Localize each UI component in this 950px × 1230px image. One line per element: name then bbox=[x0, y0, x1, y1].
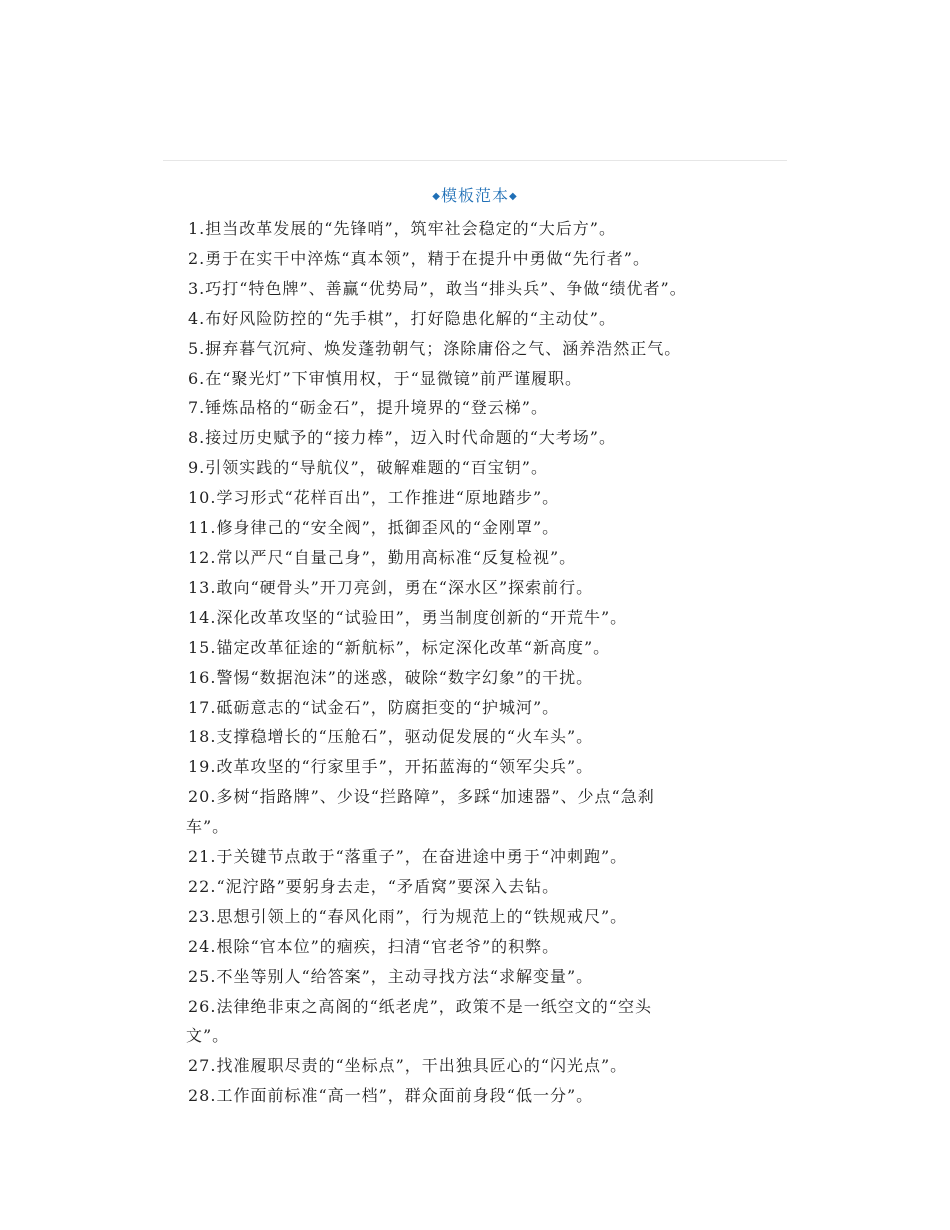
list-item-text: 9.引领实践的“导航仪”，破解难题的“百宝钥”。 bbox=[188, 458, 548, 478]
list-item-text: 22.“泥泞路”要躬身去走，“矛盾窝”要深入去钻。 bbox=[188, 876, 560, 896]
list-item-text: 8.接过历史赋予的“接力棒”，迈入时代命题的“大考场”。 bbox=[188, 428, 616, 448]
list-item bbox=[188, 693, 748, 723]
list-item-text: 15.锚定改革征途的“新航标”，标定深化改革“新高度”。 bbox=[188, 637, 611, 657]
list-item bbox=[188, 483, 748, 513]
list-item-text: 16.警惕“数据泡沫”的迷惑，破除“数字幻象”的干扰。 bbox=[188, 667, 594, 687]
list-item bbox=[188, 1081, 748, 1111]
list-item bbox=[188, 603, 748, 633]
list-item bbox=[188, 1051, 748, 1081]
list-item-text: 25.不坐等别人“给答案”，主动寻找方法“求解变量”。 bbox=[188, 966, 594, 986]
list-item-text: 24.根除“官本位”的痼疾，扫清“官老爷”的积弊。 bbox=[188, 936, 560, 956]
list-item-text: 21.于关键节点敢于“落重子”，在奋进途中勇于“冲刺跑”。 bbox=[188, 847, 628, 867]
list-item-text: 3.巧打“特色牌”、善赢“优势局”，敢当“排头兵”、争做“绩优者”。 bbox=[188, 278, 687, 298]
list-item bbox=[188, 962, 748, 992]
list-item bbox=[188, 423, 748, 453]
list-item-continuation: 文”。 bbox=[186, 1026, 230, 1046]
list-item bbox=[188, 573, 748, 603]
list-item bbox=[188, 274, 748, 304]
list-item bbox=[188, 663, 748, 693]
list-item-text: 4.布好风险防控的“先手棋”，打好隐患化解的“主动仗”。 bbox=[188, 308, 616, 328]
top-divider bbox=[163, 160, 787, 161]
heading-text: 模板范本 bbox=[440, 186, 509, 205]
list-item bbox=[188, 932, 748, 962]
list-item-text: 14.深化改革攻坚的“试验田”，勇当制度创新的“开荒牛”。 bbox=[188, 607, 628, 627]
list-item-text: 5.摒弃暮气沉疴、焕发蓬勃朝气；涤除庸俗之气、涵养浩然正气。 bbox=[188, 338, 682, 358]
list-item-text: 13.敢向“硬骨头”开刀亮剑，勇在“深水区”探索前行。 bbox=[188, 577, 594, 597]
list-item-continuation: 车”。 bbox=[186, 817, 230, 837]
list-item bbox=[188, 633, 748, 663]
list-item bbox=[188, 244, 748, 274]
list-item-text: 20.多树“指路牌”、少设“拦路障”，多踩“加速器”、少点“急刹 bbox=[188, 787, 655, 807]
list-item-text: 19.改革攻坚的“行家里手”，开拓蓝海的“领军尖兵”。 bbox=[188, 757, 594, 777]
list-item bbox=[188, 334, 748, 364]
list-item-text: 2.勇于在实干中淬炼“真本领”，精于在提升中勇做“先行者”。 bbox=[188, 248, 650, 268]
list-item-text: 26.法律绝非束之高阁的“纸老虎”，政策不是一纸空文的“空头 bbox=[188, 996, 652, 1016]
list-item-text: 23.思想引领上的“春风化雨”，行为规范上的“铁规戒尺”。 bbox=[188, 906, 628, 926]
list-item bbox=[188, 513, 748, 543]
diamond-icon-right: ◆ bbox=[509, 191, 518, 202]
section-heading bbox=[163, 184, 787, 209]
list-item bbox=[188, 872, 748, 902]
list-item bbox=[188, 453, 748, 483]
list-item-text: 7.锤炼品格的“砺金石”，提升境界的“登云梯”。 bbox=[188, 398, 548, 418]
list-item bbox=[188, 992, 748, 1052]
list-item bbox=[188, 214, 748, 244]
list-item-text: 11.修身律己的“安全阀”，抵御歪风的“金刚罩”。 bbox=[188, 518, 560, 538]
list-item-text: 6.在“聚光灯”下审慎用权，于“显微镜”前严谨履职。 bbox=[188, 368, 582, 388]
list-item-text: 18.支撑稳增长的“压舱石”，驱动促发展的“火车头”。 bbox=[188, 727, 594, 747]
list-item bbox=[188, 782, 748, 842]
list-item bbox=[188, 364, 748, 394]
list-item-text: 1.担当改革发展的“先锋哨”，筑牢社会稳定的“大后方”。 bbox=[188, 219, 616, 238]
diamond-icon-left: ◆ bbox=[432, 191, 441, 202]
list-item bbox=[188, 543, 748, 573]
list-item bbox=[188, 902, 748, 932]
list-item bbox=[188, 722, 748, 752]
list-item bbox=[188, 393, 748, 423]
list-item-text: 17.砥砺意志的“试金石”，防腐拒变的“护城河”。 bbox=[188, 697, 560, 717]
list-item-text: 28.工作面前标准“高一档”，群众面前身段“低一分”。 bbox=[188, 1086, 594, 1106]
phrase-list bbox=[188, 214, 748, 1111]
list-item bbox=[188, 304, 748, 334]
list-item-text: 27.找准履职尽责的“坐标点”，干出独具匠心的“闪光点”。 bbox=[188, 1056, 628, 1076]
list-item bbox=[188, 752, 748, 782]
list-item bbox=[188, 842, 748, 872]
list-item-text: 12.常以严尺“自量己身”，勤用高标准“反复检视”。 bbox=[188, 547, 577, 567]
list-item-text: 10.学习形式“花样百出”，工作推进“原地踏步”。 bbox=[188, 488, 560, 508]
